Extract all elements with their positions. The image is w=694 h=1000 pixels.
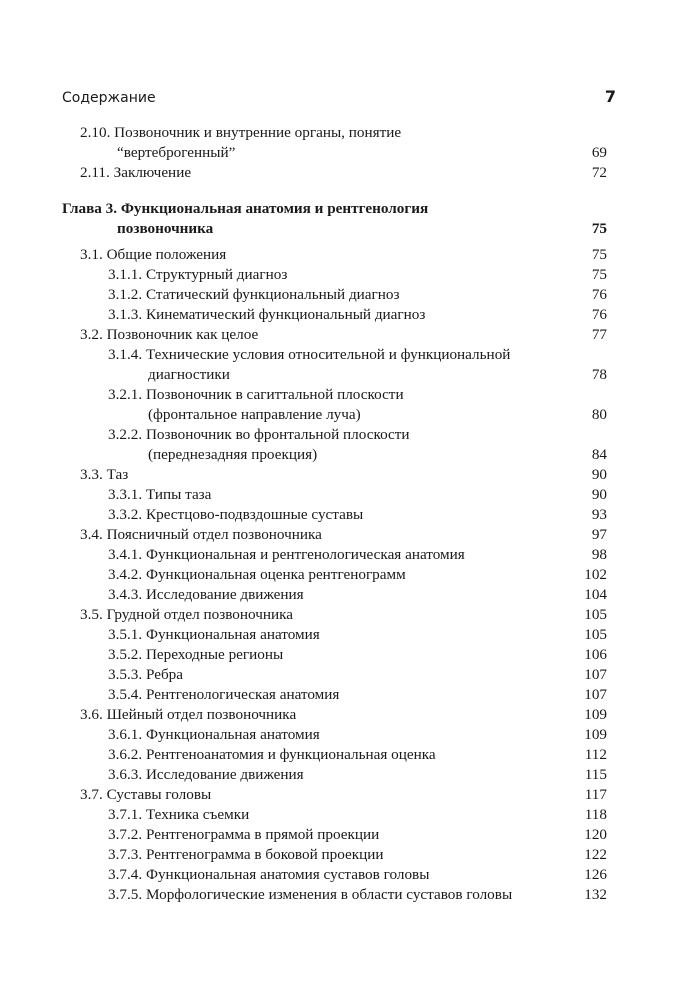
toc-entry-page: 132	[584, 886, 607, 903]
toc-row	[0, 785, 694, 805]
toc-row	[0, 685, 694, 705]
toc-row	[0, 265, 694, 285]
toc-entry-title: 3.1.2. Статический функциональный диагноз	[108, 286, 400, 303]
toc-entry-page: 76	[591, 306, 607, 323]
toc-row	[0, 365, 694, 385]
toc-entry-page: 84	[591, 446, 607, 463]
toc-entry-title: 3.1.4. Технические условия относительной и функциональной	[108, 346, 511, 363]
toc-entry-page: 107	[584, 686, 607, 703]
toc-row	[0, 445, 694, 465]
toc-row	[0, 385, 694, 405]
toc-row	[0, 325, 694, 345]
toc-entry-title: 3.6.1. Функциональная анатомия	[108, 726, 320, 743]
toc-row	[0, 163, 694, 183]
toc-entry-page: 76	[591, 286, 607, 303]
toc-entry-title: 3.7.1. Техника съемки	[108, 806, 250, 823]
toc-row	[0, 625, 694, 645]
toc-entry-page: 109	[584, 706, 607, 723]
toc-row	[0, 825, 694, 845]
toc-entry-title: 3.3. Таз	[80, 466, 129, 483]
running-head	[62, 87, 616, 106]
toc-entry-page: 106	[584, 646, 607, 663]
page-number: 7	[604, 87, 616, 106]
toc-row	[0, 585, 694, 605]
toc-entry-title: 3.6. Шейный отдел позвоночника	[80, 706, 297, 723]
toc-entry-title: 3.7.5. Морфологические изменения в области суставов головы	[108, 886, 513, 903]
toc-entry-page: 122	[584, 846, 607, 863]
toc-entry-page: 77	[591, 326, 607, 343]
toc-row	[0, 285, 694, 305]
toc-row	[0, 465, 694, 485]
toc-row	[0, 143, 694, 163]
toc-entry-page: 120	[584, 826, 607, 843]
toc-entry-title: 3.4.3. Исследование движения	[108, 586, 304, 603]
toc-entry-page: 117	[584, 786, 607, 803]
toc-entry-title: 3.6.3. Исследование движения	[108, 766, 304, 783]
toc-entry-title: (фронтальное направление луча)	[148, 406, 361, 423]
toc-row	[0, 605, 694, 625]
toc-entry-page: 118	[584, 806, 607, 823]
toc-row	[0, 725, 694, 745]
toc-entry-page: 80	[591, 406, 607, 423]
toc-row	[0, 305, 694, 325]
toc-row	[0, 245, 694, 265]
toc-entry-page: 109	[584, 726, 607, 743]
toc-row	[0, 565, 694, 585]
toc-entry-page: 105	[584, 626, 607, 643]
toc-entry-title: 3.2.2. Позвоночник во фронтальной плоскости	[108, 426, 410, 443]
toc-row	[0, 199, 694, 219]
toc-entry-title: 3.2. Позвоночник как целое	[80, 326, 259, 343]
toc-entry-page: 78	[591, 366, 607, 383]
toc-entry-page: 102	[584, 566, 607, 583]
toc-entry-title: 3.1.1. Структурный диагноз	[108, 266, 288, 283]
toc-entry-title: 3.4. Поясничный отдел позвоночника	[80, 526, 322, 543]
toc-entry-title: “вертеброгенный”	[117, 144, 236, 161]
toc-row	[0, 865, 694, 885]
toc-entry-title: 3.5.2. Переходные регионы	[108, 646, 284, 663]
toc-entry-title: 2.11. Заключение	[80, 164, 192, 181]
toc-entry-page: 107	[584, 666, 607, 683]
toc-entry-page: 105	[584, 606, 607, 623]
toc-entry-page: 69	[591, 144, 607, 161]
toc-entry-title: 3.5. Грудной отдел позвоночника	[80, 606, 293, 623]
toc-row	[0, 485, 694, 505]
toc-entry-title: 3.7.4. Функциональная анатомия суставов головы	[108, 866, 430, 883]
toc-entry-page: 104	[584, 586, 607, 603]
toc-row	[0, 645, 694, 665]
toc-entry-title: 3.5.1. Функциональная анатомия	[108, 626, 320, 643]
toc-row	[0, 705, 694, 725]
toc-row	[0, 123, 694, 143]
toc-entry-page: 75	[591, 220, 607, 237]
toc-entry-title: 3.5.3. Ребра	[108, 666, 184, 683]
toc-entry-title: Глава 3. Функциональная анатомия и рентгенология	[62, 200, 429, 217]
toc-row	[0, 885, 694, 905]
toc-entry-title: диагностики	[148, 366, 230, 383]
toc-entry-title: 3.2.1. Позвоночник в сагиттальной плоскости	[108, 386, 404, 403]
toc-entry-page: 90	[591, 466, 607, 483]
toc-entry-title: 3.7. Суставы головы	[80, 786, 212, 803]
toc-row	[0, 425, 694, 445]
toc-row	[0, 665, 694, 685]
toc-entry-page: 126	[584, 866, 607, 883]
toc-entry-title: (переднезадняя проекция)	[148, 446, 318, 463]
toc-row	[0, 805, 694, 825]
toc-entry-title: 3.1.3. Кинематический функциональный диагноз	[108, 306, 426, 323]
toc-entry-title: 3.7.3. Рентгенограмма в боковой проекции	[108, 846, 384, 863]
toc-row	[0, 765, 694, 785]
toc-entry-title: 3.1. Общие положения	[80, 246, 227, 263]
toc-row	[0, 219, 694, 239]
section-gap	[0, 183, 694, 199]
running-head-title: Содержание	[62, 90, 156, 106]
toc-row	[0, 405, 694, 425]
toc-row	[0, 545, 694, 565]
toc-row	[0, 745, 694, 765]
toc-entry-title: позвоночника	[117, 220, 214, 237]
toc-row	[0, 345, 694, 365]
toc-entry-title: 3.4.1. Функциональная и рентгенологическая анатомия	[108, 546, 465, 563]
toc-entry-page: 93	[591, 506, 607, 523]
toc-row	[0, 505, 694, 525]
toc-entry-page: 115	[584, 766, 607, 783]
toc-entry-title: 3.4.2. Функциональная оценка рентгенограмм	[108, 566, 406, 583]
toc-entry-page: 98	[591, 546, 607, 563]
toc-entry-title: 3.3.2. Крестцово-подвздошные суставы	[108, 506, 364, 523]
table-of-contents	[0, 123, 694, 905]
toc-entry-page: 75	[591, 246, 607, 263]
toc-entry-page: 90	[591, 486, 607, 503]
toc-row	[0, 845, 694, 865]
toc-entry-title: 3.5.4. Рентгенологическая анатомия	[108, 686, 340, 703]
toc-entry-page: 97	[591, 526, 607, 543]
toc-row	[0, 525, 694, 545]
toc-entry-title: 2.10. Позвоночник и внутренние органы, понятие	[80, 124, 402, 141]
toc-entry-page: 112	[584, 746, 607, 763]
toc-entry-page: 75	[591, 266, 607, 283]
toc-entry-title: 3.7.2. Рентгенограмма в прямой проекции	[108, 826, 380, 843]
toc-entry-title: 3.6.2. Рентгеноанатомия и функциональная оценка	[108, 746, 436, 763]
toc-entry-page: 72	[591, 164, 607, 181]
toc-entry-title: 3.3.1. Типы таза	[108, 486, 212, 503]
